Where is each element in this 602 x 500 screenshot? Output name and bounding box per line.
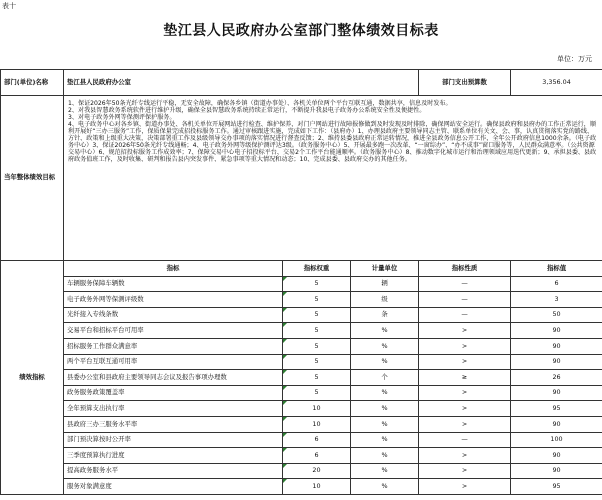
table-row [1,338,602,354]
indicator-unit: % [351,463,419,479]
goal-paragraph: 1、保证2026年50条光纤专线运行平稳，无安全故障，确保各乡镇（街道办事处）、各机关单位两个平台互联互通，数据共享，信息及时发布。 [68,100,452,107]
indicator-name: 服务对象满意度 [64,479,283,495]
table-row [1,276,602,292]
indicator-value: 95 [511,401,602,417]
indicator-value: 90 [511,463,602,479]
table-row [1,370,602,386]
indicator-weight: 6 [283,432,351,448]
indicator-name: 交易平台和招标平台可用率 [64,323,283,339]
table-row [1,416,602,432]
indicator-unit: % [351,354,419,370]
indicator-nature: > [419,416,511,432]
goal-paragraph: 2、对我县智慧政务系统软件进行维护升级，确保全县智慧政务系统持续正常运行，不断提升我县电子政务办公系统安全性及便捷性。 [68,107,426,114]
indicator-weight: 10 [283,401,351,417]
table-row [1,354,602,370]
header-value: 指标值 [511,261,602,277]
indicator-nature: > [419,385,511,401]
indicator-value: 26 [511,370,602,386]
indicators-label: 绩效指标 [1,261,64,495]
table-row [1,323,602,339]
header-weight: 指标权重 [283,261,351,277]
indicator-weight: 5 [283,323,351,339]
indicator-value: 3 [511,292,602,308]
indicator-name: 两个平台互联互通可用率 [64,354,283,370]
goal-paragraph: 3、对电子政务外网等保测评保护服务。 [68,114,176,121]
indicator-value: 100 [511,432,602,448]
indicator-nature: — [419,307,511,323]
indicator-name: 政务服务政策覆盖率 [64,385,283,401]
indicator-value: 90 [511,448,602,464]
indicator-nature: > [419,354,511,370]
indicator-weight: 5 [283,338,351,354]
budget-value: 3,356.04 [511,70,602,96]
indicator-name: 三季度预算执行进度 [64,448,283,464]
indicator-weight: 6 [283,448,351,464]
indicator-name: 县政府三办三服务水平率 [64,416,283,432]
indicator-name: 电子政务外网等保测评级数 [64,292,283,308]
goal-text [64,96,602,261]
indicator-nature: > [419,401,511,417]
indicator-value: 90 [511,338,602,354]
indicator-name: 车辆服务保障车辆数 [64,276,283,292]
table-row [1,463,602,479]
indicator-weight: 10 [283,479,351,495]
indicator-nature: > [419,479,511,495]
header-nature: 指标性质 [419,261,511,277]
indicator-weight: 5 [283,292,351,308]
indicator-weight: 5 [283,370,351,386]
indicator-unit: % [351,416,419,432]
indicator-nature: — [419,292,511,308]
indicator-value: 90 [511,323,602,339]
indicator-weight: 5 [283,276,351,292]
header-indicator: 指标 [64,261,283,277]
indicator-name: 全年预算支出执行率 [64,401,283,417]
indicator-unit: % [351,479,419,495]
header-unit: 计量单位 [351,261,419,277]
indicator-name: 部门预决算按时公开率 [64,432,283,448]
indicator-weight: 20 [283,463,351,479]
indicator-weight: 5 [283,354,351,370]
table-row [1,448,602,464]
indicator-unit: % [351,432,419,448]
budget-label: 部门支出预算数 [419,70,511,96]
indicator-unit: 辆 [351,276,419,292]
indicator-nature: ≥ [419,370,511,386]
unit-label: 单位：万元 [557,55,592,63]
indicator-value: 6 [511,276,602,292]
indicator-value: 90 [511,416,602,432]
performance-table [0,69,602,495]
table-row [1,401,602,417]
indicator-unit: 条 [351,307,419,323]
indicator-nature: > [419,448,511,464]
indicator-weight: 10 [283,416,351,432]
table-number: 表十 [2,2,16,10]
indicator-value: 90 [511,354,602,370]
indicator-unit: % [351,338,419,354]
table-row [1,432,602,448]
indicator-unit: % [351,401,419,417]
table-row [1,479,602,495]
indicator-name: 光纤接入专线条数 [64,307,283,323]
indicator-nature: > [419,323,511,339]
indicator-nature: > [419,463,511,479]
goal-paragraph: 4、电子政务中心对各乡镇、街道办事处、各机关单位开展网站进行检查、维护保养，对门户网站进行故障报修做到及时发现及时排除，确保网站安全运行。确保县政府和县府办的工作正常运行，顺利开展好“三办三服务”工作，保质保量完成招投标服务工作。通过审核跟进实施，完成如下工作：（县府办）1、办理县政府主要领导同志主管、联系单位有关文、会、事，认真贯彻落实党的路线、方针、政策和上级重大决策，决策部署重工作及县级领导交办事项的落实情况进行督查反馈；2、维持县委县政府正常运转情况，推进全县政务信息公开工作，全年公开政府信息1000余条。（电子政务中心）3、保证2026年50条光纤专线通畅；4、电子政务外网等级保护测评达3级。（政务服务中心）5、开展最多跑一次改革、“一窗综办”、“办不成事”窗口服务等，人民群众满意率。（公共资源交易中心）6、规范招投标服务工作成效率；7、保障交易中心电子招投标平台、交易2个工作平台能通顺率。（政务服务中心）8、推动数字化城市运行和治理领域应用迭代更新；9、承担县委、县政府政务值班工作，及时收集、研判和报告县内突发事件、紧急事项等重大情况和动态；10、完成县委、县政府交办的其他任务。 [68,121,597,163]
table-row [1,292,602,308]
indicator-value: 90 [511,385,602,401]
dept-name-value: 垫江县人民政府办公室 [64,70,419,96]
table-row [1,385,602,401]
indicator-unit: % [351,323,419,339]
indicator-nature: — [419,276,511,292]
page-title: 垫江县人民政府办公室部门整体绩效目标表 [163,23,439,39]
indicator-unit: 级 [351,292,419,308]
table-row [1,307,602,323]
indicator-nature: > [419,338,511,354]
dept-name-label: 部门(单位)名称 [1,70,64,96]
indicator-name: 招标服务工作群众满意率 [64,338,283,354]
indicator-weight: 5 [283,385,351,401]
indicator-name: 县委办公室和县政府主要领导同志会议及报告事项办理数 [64,370,283,386]
indicator-unit: 个 [351,370,419,386]
indicator-weight: 5 [283,307,351,323]
goal-label: 当年整体绩效目标 [1,96,64,261]
indicator-unit: % [351,448,419,464]
indicator-value: 50 [511,307,602,323]
indicator-value: 95 [511,479,602,495]
indicator-nature: — [419,432,511,448]
indicator-unit: % [351,385,419,401]
indicator-name: 提高政务服务水平 [64,463,283,479]
